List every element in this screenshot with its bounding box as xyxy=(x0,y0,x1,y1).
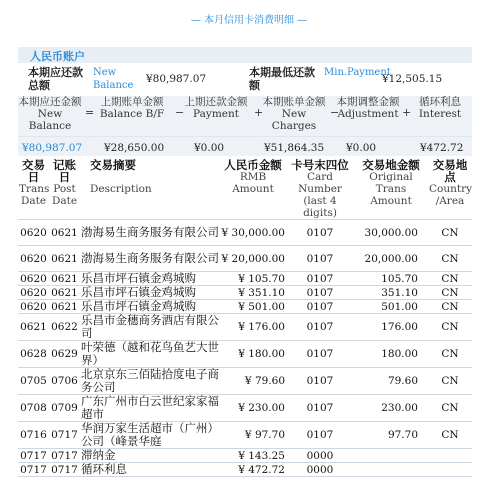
orig-amount-cell xyxy=(354,463,428,477)
calc-header-en: New Charges xyxy=(271,108,317,132)
calc-header-en: Balance B/F xyxy=(99,108,165,120)
table-row xyxy=(18,286,472,300)
table-header-row xyxy=(18,159,472,220)
calc-header-adjustment xyxy=(336,96,400,120)
trans-date-cell: 0717 xyxy=(18,449,49,463)
trans-date-cell: 0708 xyxy=(18,395,49,422)
card-number-cell: 0107 xyxy=(286,314,354,341)
orig-amount-cell: 230.00 xyxy=(354,395,428,422)
card-number-cell: 0107 xyxy=(286,422,354,449)
new-balance-label: 本期应还款总额 xyxy=(28,66,83,92)
calc-value-interest: ¥472.72 xyxy=(420,142,464,154)
trans-date-cell: 0620 xyxy=(18,246,49,272)
calc-op-plus: + xyxy=(402,106,412,119)
rmb-amount-cell: ¥ 20,000.00 xyxy=(220,246,286,272)
table-row xyxy=(18,449,472,463)
calc-header-en: Adjustment xyxy=(337,108,399,120)
description-cell: 广东广州市白云世纪家家福超市 xyxy=(81,394,219,421)
card-number-cell: 0107 xyxy=(286,220,354,246)
calc-value-balance-bf: ¥28,650.00 xyxy=(104,142,165,154)
description-cell: 乐昌市坪石镇金鸡城购 xyxy=(80,272,220,286)
post-date-cell: 0621 xyxy=(49,220,80,246)
trans-date-cell: 0716 xyxy=(18,422,49,449)
post-date-cell: 0621 xyxy=(49,246,80,272)
calc-value-adjustment: ¥0.00 xyxy=(346,142,377,154)
trans-date-cell: 0620 xyxy=(18,300,49,314)
orig-amount-cell: 105.70 xyxy=(354,272,428,286)
country-cell: CN xyxy=(428,272,472,286)
post-date-cell: 0621 xyxy=(49,272,80,286)
rmb-amount-cell: ¥ 230.00 xyxy=(220,395,286,422)
orig-amount-cell: 30,000.00 xyxy=(354,220,428,246)
table-row xyxy=(18,463,472,477)
calc-op-plus: + xyxy=(254,106,264,119)
account-bar xyxy=(18,47,472,63)
calc-op-minus: − xyxy=(330,106,340,119)
col-header-post-date: 记账日 Post Date xyxy=(49,159,80,220)
post-date-cell: 0706 xyxy=(49,368,80,395)
country-cell xyxy=(428,463,472,477)
description-cell: 叶荣德（越和花鸟鱼艺大世界） xyxy=(81,340,219,367)
country-cell: CN xyxy=(428,220,472,246)
trans-date-cell: 0628 xyxy=(18,341,49,368)
trans-date-cell: 0620 xyxy=(18,286,49,300)
description-cell: 渤海易生商务服务有限公司 xyxy=(80,220,220,246)
balance-calculation xyxy=(18,96,472,156)
orig-amount-cell: 20,000.00 xyxy=(354,246,428,272)
account-title: 人民币账户 xyxy=(30,50,85,63)
calc-header-zh: 上期账单金额 xyxy=(100,96,164,108)
calc-header-en: New Balance xyxy=(28,108,72,132)
table-row xyxy=(18,272,472,286)
country-cell: CN xyxy=(428,422,472,449)
card-number-cell: 0000 xyxy=(286,463,354,477)
rmb-amount-cell: ¥ 97.70 xyxy=(220,422,286,449)
calc-value-new-balance: ¥80,987.07 xyxy=(22,142,83,154)
card-number-cell: 0107 xyxy=(286,395,354,422)
calc-divider xyxy=(18,136,472,137)
rmb-amount-cell: ¥ 351.10 xyxy=(220,286,286,300)
card-number-cell: 0000 xyxy=(286,449,354,463)
post-date-cell: 0717 xyxy=(49,449,80,463)
table-row xyxy=(18,314,472,341)
calc-value-new-charges: ¥51,864.35 xyxy=(264,142,325,154)
col-header-card-number: 卡号末四位 Card Number (last 4 digits) xyxy=(286,159,354,220)
post-date-cell: 0717 xyxy=(49,463,80,477)
col-header-description: 交易摘要 Description xyxy=(80,159,220,220)
calc-header-zh: 循环利息 xyxy=(419,96,461,108)
calc-value-payment: ¥0.00 xyxy=(194,142,225,154)
calc-header-payment xyxy=(181,96,251,120)
post-date-cell: 0717 xyxy=(49,422,80,449)
calc-header-zh: 本期调整金额 xyxy=(336,96,400,108)
country-cell: CN xyxy=(428,368,472,395)
description-cell: 乐昌市金穗商务酒店有限公司 xyxy=(81,313,219,340)
table-row xyxy=(18,341,472,368)
rmb-amount-cell: ¥ 143.25 xyxy=(220,449,286,463)
card-number-cell: 0107 xyxy=(286,341,354,368)
table-row xyxy=(18,220,472,246)
calc-header-interest xyxy=(408,96,472,120)
rmb-amount-cell: ¥ 79.60 xyxy=(220,368,286,395)
rmb-amount-cell: ¥ 30,000.00 xyxy=(220,220,286,246)
country-cell: CN xyxy=(428,314,472,341)
calc-header-en: Payment xyxy=(193,108,239,120)
post-date-cell: 0709 xyxy=(49,395,80,422)
trans-date-cell: 0620 xyxy=(18,220,49,246)
country-cell: CN xyxy=(428,286,472,300)
post-date-cell: 0629 xyxy=(49,341,80,368)
new-balance-en-label: New Balance xyxy=(93,67,134,91)
table-row xyxy=(18,422,472,449)
rmb-amount-cell: ¥ 472.72 xyxy=(220,463,286,477)
section-title: — 本月信用卡消费明细 — xyxy=(190,15,308,26)
card-number-cell: 0107 xyxy=(286,272,354,286)
table-row xyxy=(18,300,472,314)
trans-date-cell: 0620 xyxy=(18,272,49,286)
description-cell: 乐昌市坪石镇金鸡城购 xyxy=(80,300,220,314)
calc-header-new-charges xyxy=(260,96,328,132)
trans-date-cell: 0621 xyxy=(18,314,49,341)
post-date-cell: 0622 xyxy=(49,314,80,341)
card-number-cell: 0107 xyxy=(286,300,354,314)
rmb-amount-cell: ¥ 176.00 xyxy=(220,314,286,341)
col-header-country: 交易地点 Country /Area xyxy=(428,159,472,220)
country-cell xyxy=(428,449,472,463)
orig-amount-cell: 176.00 xyxy=(354,314,428,341)
trans-date-cell: 0705 xyxy=(18,368,49,395)
post-date-cell: 0621 xyxy=(49,286,80,300)
transactions-table xyxy=(18,159,472,477)
description-cell: 华润万家生活超市（广州）公司（峰景华庭 xyxy=(81,421,219,448)
col-header-rmb-amount: 人民币金额 RMB Amount xyxy=(220,159,286,220)
new-balance-value: ¥80,987.07 xyxy=(146,73,207,85)
col-header-orig-amount: 交易地金额 Original Trans Amount xyxy=(354,159,428,220)
orig-amount-cell: 79.60 xyxy=(354,368,428,395)
calc-header-en: Interest xyxy=(418,108,462,120)
min-payment-value: ¥12,505.15 xyxy=(382,73,443,85)
transactions-body xyxy=(18,220,472,477)
calc-header-balance-bf xyxy=(92,96,172,120)
summary-row xyxy=(18,66,472,96)
card-number-cell: 0107 xyxy=(286,286,354,300)
table-row xyxy=(18,395,472,422)
min-payment-en-label: Min.Payment xyxy=(324,67,391,78)
card-number-cell: 0107 xyxy=(286,246,354,272)
trans-date-cell: 0717 xyxy=(18,463,49,477)
description-cell: 北京京东三佰陆拾度电子商务公司 xyxy=(81,367,219,394)
post-date-cell: 0621 xyxy=(49,300,80,314)
description-cell: 渤海易生商务服务有限公司 xyxy=(80,246,220,272)
country-cell: CN xyxy=(428,395,472,422)
calc-header-zh: 上期还款金额 xyxy=(184,96,248,108)
country-cell: CN xyxy=(428,300,472,314)
orig-amount-cell: 180.00 xyxy=(354,341,428,368)
country-cell: CN xyxy=(428,246,472,272)
col-header-trans-date: 交易日 Trans Date xyxy=(18,159,49,220)
description-cell: 乐昌市坪石镇金鸡城购 xyxy=(80,286,220,300)
orig-amount-cell: 501.00 xyxy=(354,300,428,314)
min-payment-label: 本期最低还款额 xyxy=(249,66,315,92)
orig-amount-cell xyxy=(354,449,428,463)
calc-header-new-balance xyxy=(18,96,82,132)
orig-amount-cell: 97.70 xyxy=(354,422,428,449)
calc-op-equals: = xyxy=(85,106,95,119)
calc-header-zh: 本期应还金额 xyxy=(18,96,82,108)
calc-op-minus: − xyxy=(175,106,185,119)
rmb-amount-cell: ¥ 180.00 xyxy=(220,341,286,368)
table-row xyxy=(18,246,472,272)
calc-header-zh: 本期账单金额 xyxy=(262,96,326,108)
orig-amount-cell: 351.10 xyxy=(354,286,428,300)
country-cell: CN xyxy=(428,341,472,368)
rmb-amount-cell: ¥ 105.70 xyxy=(220,272,286,286)
table-row xyxy=(18,368,472,395)
card-number-cell: 0107 xyxy=(286,368,354,395)
description-cell: 循环利息 xyxy=(80,463,220,477)
description-cell: 滞纳金 xyxy=(80,449,220,463)
rmb-amount-cell: ¥ 501.00 xyxy=(220,300,286,314)
